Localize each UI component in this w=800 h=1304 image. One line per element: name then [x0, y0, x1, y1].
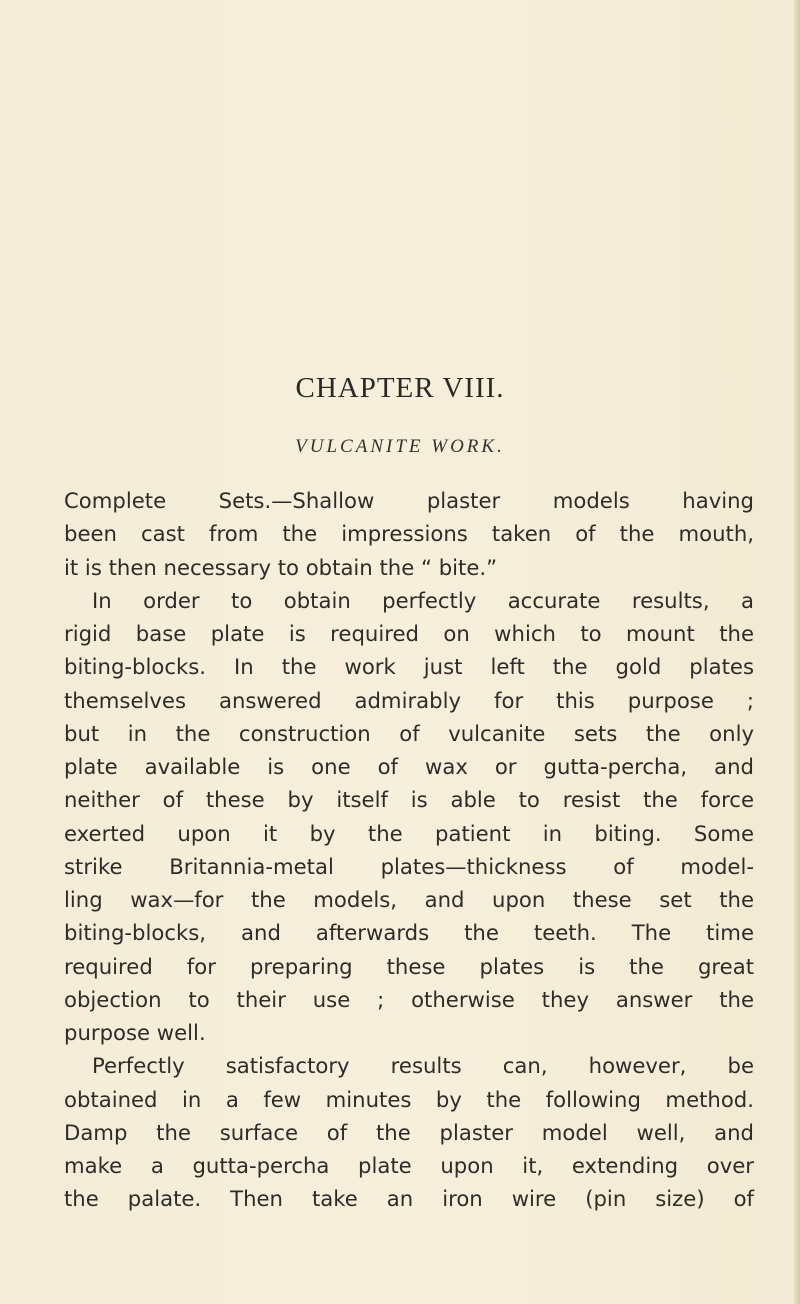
text-line: Complete Sets.—Shallow plaster models having — [64, 488, 754, 513]
text-line: Perfectly satisfactory results can, however, be — [92, 1053, 754, 1079]
text-line: purpose well. — [64, 1020, 206, 1045]
text-line: but in the construction of vulcanite sets the only — [64, 720, 754, 746]
text-line: ling wax—for the models, and upon these set the — [64, 887, 754, 912]
body-text — [64, 484, 754, 1216]
text-line: the palate. Then take an iron wire (pin size) of — [64, 1186, 754, 1212]
text-line: rigid base plate is required on which to mount the — [64, 621, 754, 646]
text-line: strike Britannia-metal plates—thickness of model- — [64, 853, 754, 879]
text-line: biting-blocks, and afterwards the teeth. The time — [64, 920, 754, 946]
text-line: make a gutta-percha plate upon it, extending over — [64, 1153, 754, 1178]
text-line: In order to obtain perfectly accurate results, a — [92, 587, 754, 613]
text-line: objection to their use ; otherwise they answer the — [64, 986, 754, 1012]
text-line: it is then necessary to obtain the “ bite.” — [64, 554, 498, 580]
text-line: themselves answered admirably for this purpose ; — [64, 687, 754, 713]
text-line: Damp the surface of the plaster model well, and — [64, 1119, 754, 1145]
page-edge — [794, 0, 800, 1304]
section-heading: VULCANITE WORK. — [295, 436, 505, 457]
text-line: been cast from the impressions taken of the mouth, — [64, 521, 754, 547]
chapter-heading: CHAPTER VIII. — [295, 372, 505, 404]
text-line: required for preparing these plates is the great — [64, 953, 754, 979]
text-line: plate available is one of wax or gutta-percha, and — [64, 754, 754, 779]
text-line: neither of these by itself is able to resist the force — [64, 787, 754, 813]
text-line: exerted upon it by the patient in biting. Some — [64, 820, 754, 846]
text-line: obtained in a few minutes by the following method. — [64, 1086, 754, 1112]
text-line: biting-blocks. In the work just left the gold plates — [64, 654, 754, 680]
